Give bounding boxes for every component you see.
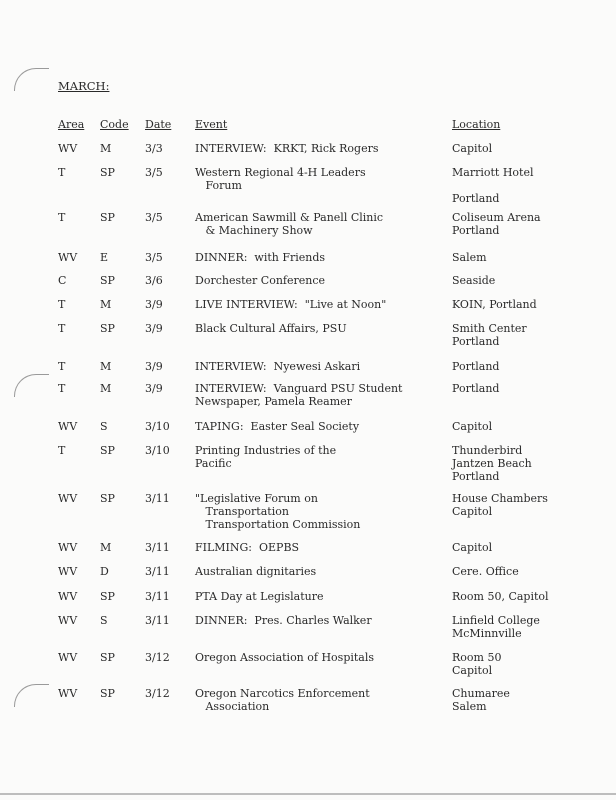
event-cell xyxy=(195,298,386,311)
area-cell: WV xyxy=(58,565,78,578)
event-line: TAPING: Easter Seal Society xyxy=(195,420,360,433)
area-cell: T xyxy=(58,166,66,179)
date-cell: 3/9 xyxy=(145,382,163,395)
column-header-area: Area xyxy=(58,118,85,131)
event-line: Australian dignitaries xyxy=(195,565,317,578)
event-line: Western Regional 4-H Leaders xyxy=(195,166,366,179)
date-cell: 3/5 xyxy=(145,251,163,264)
date-cell: 3/9 xyxy=(145,360,163,373)
area-cell: T xyxy=(58,382,66,395)
date-cell: 3/11 xyxy=(145,614,170,627)
event-line: Pacific xyxy=(195,457,232,470)
area-cell: WV xyxy=(58,687,78,700)
location-cell xyxy=(452,444,532,483)
location-cell xyxy=(452,565,519,578)
date-cell: 3/11 xyxy=(145,541,170,554)
location-line: Portland xyxy=(452,360,500,373)
location-cell xyxy=(452,651,501,677)
area-cell: WV xyxy=(58,541,78,554)
month-heading: MARCH: xyxy=(58,79,110,93)
event-line: Dorchester Conference xyxy=(195,274,326,287)
event-line: Black Cultural Affairs, PSU xyxy=(195,322,347,335)
date-cell: 3/9 xyxy=(145,322,163,335)
date-cell: 3/11 xyxy=(145,492,170,505)
event-cell xyxy=(195,211,383,237)
area-cell: WV xyxy=(58,614,78,627)
event-line: DINNER: with Friends xyxy=(195,251,326,264)
location-cell xyxy=(452,298,537,311)
area-cell: WV xyxy=(58,590,78,603)
date-cell: 3/9 xyxy=(145,298,163,311)
code-cell: D xyxy=(100,565,109,578)
event-line: INTERVIEW: Vanguard PSU Student xyxy=(195,382,403,395)
location-cell xyxy=(452,360,499,373)
column-header-event: Event xyxy=(195,118,228,131)
event-line: LIVE INTERVIEW: "Live at Noon" xyxy=(195,298,387,311)
event-line: Transportation xyxy=(195,505,289,518)
area-cell: WV xyxy=(58,142,78,155)
event-line: INTERVIEW: KRKT, Rick Rogers xyxy=(195,142,379,155)
event-line: American Sawmill & Panell Clinic xyxy=(195,211,384,224)
location-line: Capitol xyxy=(452,664,493,677)
event-line: Printing Industries of the xyxy=(195,444,337,457)
location-line: McMinnville xyxy=(452,627,522,640)
location-cell xyxy=(452,420,492,433)
event-line: & Machinery Show xyxy=(195,224,313,237)
location-cell xyxy=(452,274,495,287)
code-cell: SP xyxy=(100,211,115,224)
event-line: PTA Day at Legislature xyxy=(195,590,324,603)
code-cell: SP xyxy=(100,687,115,700)
location-cell xyxy=(452,382,499,395)
event-cell xyxy=(195,444,336,470)
punch-hole-mark-top xyxy=(14,68,49,91)
area-cell: T xyxy=(58,298,66,311)
area-cell: T xyxy=(58,211,66,224)
area-cell: WV xyxy=(58,420,78,433)
location-cell xyxy=(452,166,533,205)
location-line xyxy=(452,179,533,192)
code-cell: M xyxy=(100,382,112,395)
date-cell: 3/12 xyxy=(145,687,170,700)
code-cell: SP xyxy=(100,166,115,179)
location-cell xyxy=(452,322,527,348)
location-line: Thunderbird xyxy=(452,444,523,457)
event-cell xyxy=(195,492,360,531)
event-cell xyxy=(195,590,324,603)
date-cell: 3/6 xyxy=(145,274,163,287)
code-cell: SP xyxy=(100,492,115,505)
code-cell: SP xyxy=(100,590,115,603)
event-cell xyxy=(195,614,372,627)
code-cell: SP xyxy=(100,322,115,335)
event-cell xyxy=(195,420,359,433)
location-line: Seaside xyxy=(452,274,496,287)
date-cell: 3/10 xyxy=(145,444,170,457)
location-line: Portland xyxy=(452,335,500,348)
date-cell: 3/11 xyxy=(145,590,170,603)
location-line: Room 50, Capitol xyxy=(452,590,549,603)
area-cell: WV xyxy=(58,251,78,264)
date-cell: 3/12 xyxy=(145,651,170,664)
event-line: Oregon Narcotics Enforcement xyxy=(195,687,370,700)
location-cell xyxy=(452,211,541,237)
date-cell: 3/10 xyxy=(145,420,170,433)
event-line: Transportation Commission xyxy=(195,518,361,531)
location-line: Portland xyxy=(452,224,500,237)
event-cell xyxy=(195,274,325,287)
event-cell xyxy=(195,360,360,373)
location-line: Coliseum Arena xyxy=(452,211,541,224)
code-cell: M xyxy=(100,541,112,554)
date-cell: 3/5 xyxy=(145,166,163,179)
location-cell xyxy=(452,142,492,155)
area-cell: T xyxy=(58,360,66,373)
location-cell xyxy=(452,492,548,518)
location-line: Capitol xyxy=(452,420,493,433)
location-line: Salem xyxy=(452,251,487,264)
event-cell xyxy=(195,651,374,664)
location-line: Portland xyxy=(452,382,500,395)
code-cell: M xyxy=(100,360,112,373)
event-line: DINNER: Pres. Charles Walker xyxy=(195,614,372,627)
location-line: Chumaree xyxy=(452,687,510,700)
punch-hole-mark-bottom xyxy=(14,684,49,707)
location-line: House Chambers xyxy=(452,492,548,505)
location-cell xyxy=(452,251,487,264)
location-cell xyxy=(452,687,510,713)
code-cell: M xyxy=(100,298,112,311)
event-cell xyxy=(195,142,379,155)
code-cell: S xyxy=(100,420,108,433)
area-cell: C xyxy=(58,274,67,287)
column-header-code: Code xyxy=(100,118,129,131)
event-line: "Legislative Forum on xyxy=(195,492,318,505)
event-cell xyxy=(195,166,366,192)
event-line: Oregon Association of Hospitals xyxy=(195,651,375,664)
location-cell xyxy=(452,614,540,640)
location-line: Capitol xyxy=(452,142,493,155)
event-cell xyxy=(195,565,316,578)
location-line: Salem xyxy=(452,700,487,713)
date-cell: 3/5 xyxy=(145,211,163,224)
date-cell: 3/3 xyxy=(145,142,163,155)
punch-hole-mark-middle xyxy=(14,374,49,397)
location-line: Portland xyxy=(452,192,500,205)
event-line: Newspaper, Pamela Reamer xyxy=(195,395,352,408)
event-cell xyxy=(195,382,402,408)
area-cell: WV xyxy=(58,492,78,505)
location-line: Linfield College xyxy=(452,614,540,627)
event-cell xyxy=(195,541,299,554)
area-cell: T xyxy=(58,444,66,457)
location-line: Smith Center xyxy=(452,322,527,335)
event-line: Forum xyxy=(195,179,242,192)
event-line: Association xyxy=(195,700,270,713)
code-cell: SP xyxy=(100,444,115,457)
location-cell xyxy=(452,541,492,554)
code-cell: E xyxy=(100,251,109,264)
code-cell: S xyxy=(100,614,108,627)
date-cell: 3/11 xyxy=(145,565,170,578)
event-cell xyxy=(195,251,325,264)
code-cell: SP xyxy=(100,274,115,287)
code-cell: M xyxy=(100,142,112,155)
page-edge-line xyxy=(0,793,616,795)
column-header-date: Date xyxy=(145,118,172,131)
event-line: INTERVIEW: Nyewesi Askari xyxy=(195,360,361,373)
event-line: FILMING: OEPBS xyxy=(195,541,300,554)
location-line: Capitol xyxy=(452,505,493,518)
area-cell: WV xyxy=(58,651,78,664)
event-cell xyxy=(195,687,370,713)
location-line: Room 50 xyxy=(452,651,502,664)
location-line: Marriott Hotel xyxy=(452,166,534,179)
location-line: Portland xyxy=(452,470,500,483)
location-line: KOIN, Portland xyxy=(452,298,537,311)
location-line: Jantzen Beach xyxy=(452,457,532,470)
event-cell xyxy=(195,322,347,335)
code-cell: SP xyxy=(100,651,115,664)
column-header-location: Location xyxy=(452,118,501,131)
area-cell: T xyxy=(58,322,66,335)
location-line: Cere. Office xyxy=(452,565,519,578)
location-line: Capitol xyxy=(452,541,493,554)
location-cell xyxy=(452,590,549,603)
